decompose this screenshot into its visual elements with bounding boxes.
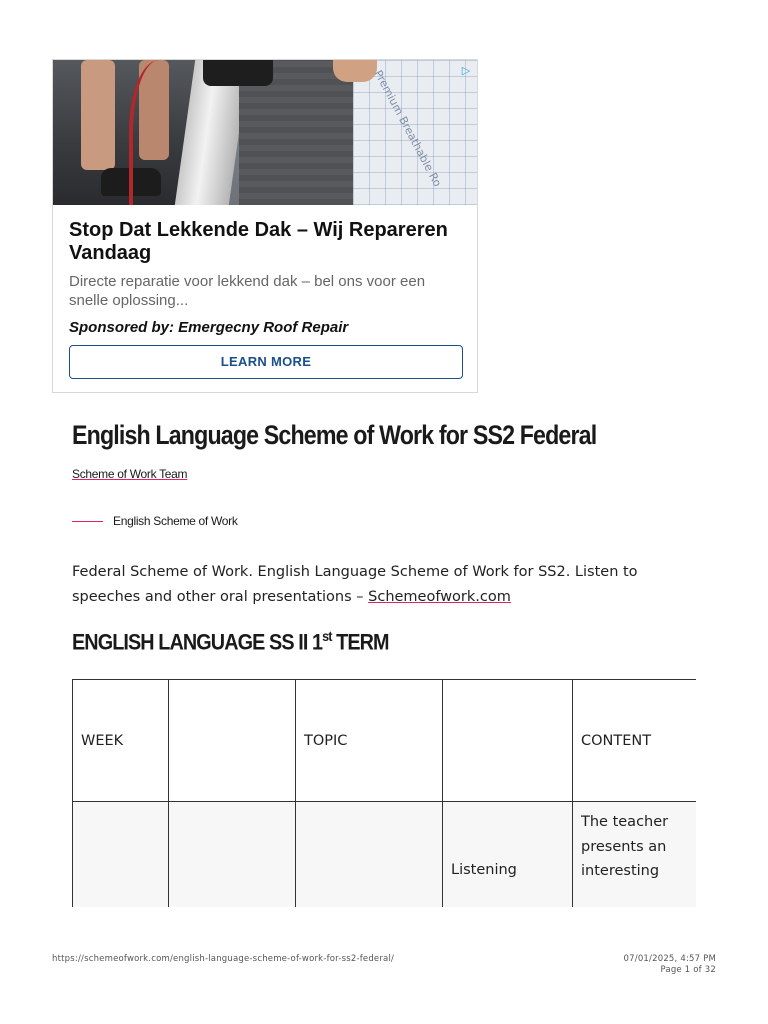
- table-header-cell: WEEK: [73, 680, 169, 802]
- section-heading-sup: st: [322, 628, 332, 644]
- ad-choices-icon[interactable]: ▷: [461, 64, 471, 77]
- ad-image[interactable]: [53, 60, 477, 205]
- intro-paragraph: [72, 560, 692, 610]
- table-cell: [169, 802, 296, 908]
- ad-description: Directe reparatie voor lekkend dak – bel ons voor een snelle oplossing...: [69, 273, 426, 309]
- section-heading-end: TERM: [331, 629, 389, 655]
- ad-image-brand-text: Premium Breathable Ro: [371, 68, 445, 189]
- ad-sponsor: Sponsored by: Emergecny Roof Repair: [69, 319, 349, 336]
- footer-meta: [624, 954, 716, 976]
- table-header-cell: TOPIC: [296, 680, 443, 802]
- table-cell: [73, 802, 169, 908]
- category-divider: [72, 521, 103, 522]
- category-label[interactable]: English Scheme of Work: [113, 514, 238, 528]
- table-header-row: [73, 680, 697, 802]
- schemeofwork-link[interactable]: Schemeofwork.com: [368, 589, 511, 605]
- page-title: English Language Scheme of Work for SS2 Federal: [72, 420, 597, 450]
- footer-datetime: 07/01/2025, 4:57 PM: [623, 954, 716, 964]
- ad-title[interactable]: Stop Dat Lekkende Dak – Wij Repareren Vandaag: [69, 219, 448, 264]
- footer-page-number: Page 1 of 32: [660, 965, 716, 975]
- table-row: [73, 802, 697, 908]
- table-cell: [296, 802, 443, 908]
- table-cell: The teacher presents an interesting: [573, 802, 697, 908]
- author-link[interactable]: Scheme of Work Team: [72, 467, 188, 481]
- intro-text: Federal Scheme of Work. English Language Scheme of Work for SS2. Listen to speeches and other oral presentations –: [72, 564, 638, 605]
- scheme-table: [72, 679, 696, 907]
- section-heading-main: ENGLISH LANGUAGE SS II 1: [72, 629, 323, 655]
- table-header-cell: [169, 680, 296, 802]
- section-heading: [72, 628, 389, 655]
- table-cell: Listening: [443, 802, 573, 908]
- advertisement[interactable]: [52, 59, 478, 393]
- scheme-table-wrapper: [72, 679, 696, 907]
- learn-more-button[interactable]: LEARN MORE: [69, 345, 463, 379]
- table-header-cell: [443, 680, 573, 802]
- footer-url: https://schemeofwork.com/english-language-scheme-of-work-for-ss2-federal/: [52, 954, 395, 964]
- table-header-cell: CONTENT: [573, 680, 697, 802]
